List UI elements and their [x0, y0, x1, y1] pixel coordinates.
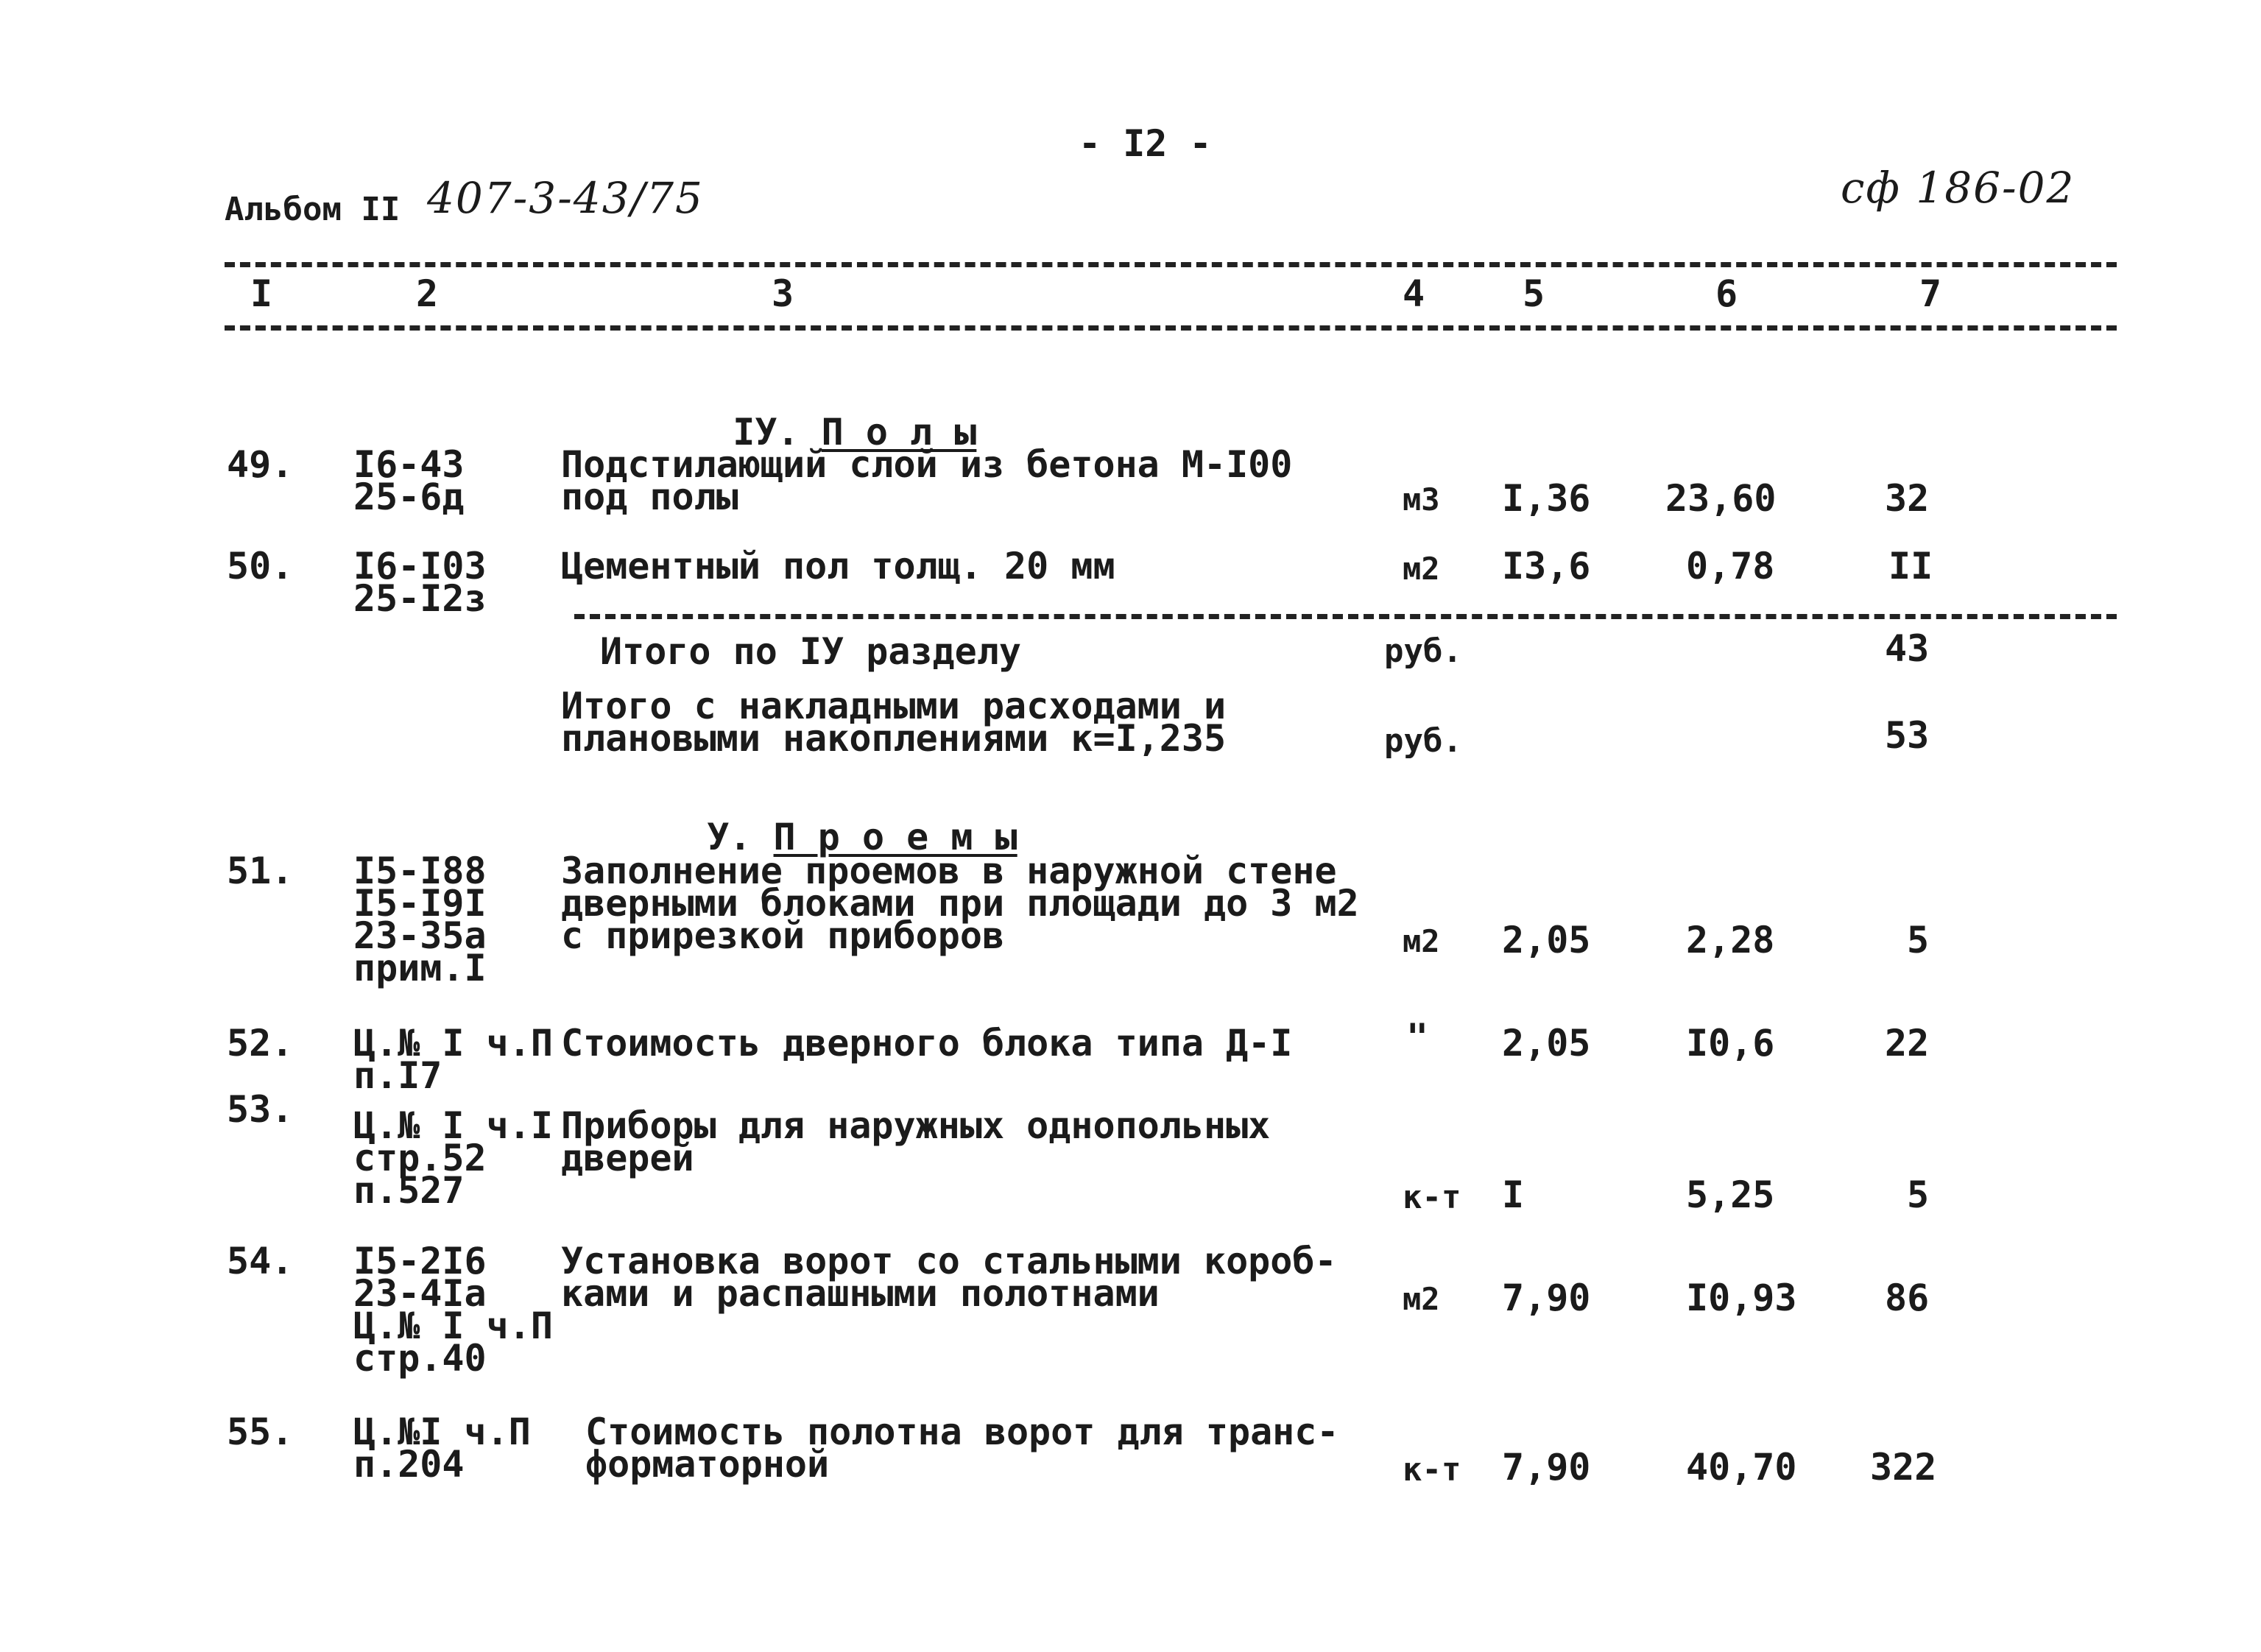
row-description: ками и распашными полотнами: [561, 1272, 1160, 1315]
total-label: плановыми накоплениями к=I,235: [561, 717, 1227, 760]
row-code: I6-43: [353, 443, 465, 486]
col-header-3: 3: [772, 272, 794, 315]
row-price: I0,93: [1686, 1277, 1797, 1319]
total-value: 43: [1885, 627, 1930, 670]
row-description: Стоимость полотна ворот для транс-: [585, 1411, 1339, 1453]
row-unit: м2: [1403, 551, 1440, 587]
row-code: I6-I03: [353, 545, 487, 587]
sheet-code: сф 186-02: [1841, 163, 2075, 213]
row-code: п.527: [353, 1169, 465, 1212]
row-code: стр.40: [353, 1337, 487, 1380]
row-quantity: I,36: [1502, 477, 1591, 520]
row-number: 55.: [227, 1411, 294, 1453]
total-unit: руб.: [1384, 722, 1462, 760]
row-code: 23-4Iа: [353, 1272, 487, 1315]
row-price: 23,60: [1665, 477, 1777, 520]
section-name: П р о е м ы: [773, 816, 1017, 858]
row-description: Стоимость дверного блока типа Д-I: [561, 1022, 1293, 1065]
row-quantity: 7,90: [1502, 1446, 1591, 1489]
row-code: 25-I2з: [353, 577, 487, 620]
row-description: Приборы для наружных однопольных: [561, 1104, 1271, 1147]
row-description: под полы: [561, 476, 738, 518]
col-header-6: 6: [1715, 272, 1738, 315]
subtotal-rule: [574, 614, 2117, 619]
row-code: Ц.№ I ч.П: [353, 1305, 553, 1347]
col-header-2: 2: [416, 272, 439, 315]
row-description: Установка ворот со стальными короб-: [561, 1240, 1337, 1282]
row-description: Заполнение проемов в наружной стене: [561, 850, 1337, 892]
row-code: Ц.№ I ч.П: [353, 1022, 553, 1065]
row-unit: к-т: [1403, 1179, 1461, 1216]
row-quantity: 7,90: [1502, 1277, 1591, 1319]
row-number: 54.: [227, 1240, 294, 1282]
row-quantity: 2,05: [1502, 919, 1591, 961]
row-price: 0,78: [1686, 545, 1775, 587]
total-label: Итого по IУ разделу: [600, 630, 1021, 673]
header-rule-top: [225, 262, 2117, 267]
row-price: 5,25: [1686, 1173, 1775, 1216]
row-price: 2,28: [1686, 919, 1775, 961]
row-number: 49.: [227, 443, 294, 486]
row-total: 22: [1885, 1022, 1930, 1065]
row-description: дверей: [561, 1137, 694, 1179]
row-number: 53.: [227, 1088, 294, 1131]
row-code: 25-6д: [353, 476, 465, 518]
row-total: II: [1888, 545, 1933, 587]
row-code: I5-I9I: [353, 882, 487, 925]
row-quantity: 2,05: [1502, 1022, 1591, 1065]
row-code: 23-35а: [353, 914, 487, 957]
row-price: 40,70: [1686, 1446, 1797, 1489]
row-code: прим.I: [353, 947, 487, 989]
row-code: п.204: [353, 1443, 465, 1486]
album-label: Альбом II: [225, 191, 401, 228]
row-total: 5: [1907, 919, 1930, 961]
row-total: 322: [1870, 1446, 1937, 1489]
col-header-5: 5: [1523, 272, 1545, 315]
row-description: дверными блоками при площади до 3 м2: [561, 882, 1359, 925]
header-rule-bottom: [225, 325, 2117, 331]
row-description: с прирезкой приборов: [561, 914, 1005, 957]
row-number: 52.: [227, 1022, 294, 1065]
row-unit: м2: [1403, 923, 1440, 959]
album-code: 407-3-43/75: [427, 173, 704, 223]
section-name: П о л ы: [821, 411, 977, 453]
row-quantity: I: [1502, 1173, 1525, 1216]
section-title-openings: [663, 786, 1017, 858]
row-number: 51.: [227, 850, 294, 892]
col-header-1: I: [250, 272, 273, 315]
row-unit: к-т: [1403, 1451, 1461, 1489]
row-code: Ц.№I ч.П: [353, 1411, 531, 1453]
row-code: I5-2I6: [353, 1240, 487, 1282]
row-total: 5: [1907, 1173, 1930, 1216]
col-header-7: 7: [1919, 272, 1942, 315]
row-unit: ": [1406, 1016, 1429, 1059]
row-unit: м2: [1403, 1281, 1440, 1317]
section-title-floors: [688, 381, 977, 453]
row-code: стр.52: [353, 1137, 487, 1179]
total-value: 53: [1885, 714, 1930, 757]
row-code: I5-I88: [353, 850, 487, 892]
row-total: 86: [1885, 1277, 1930, 1319]
row-quantity: I3,6: [1502, 545, 1591, 587]
row-total: 32: [1885, 477, 1930, 520]
row-description: форматорной: [585, 1443, 830, 1486]
total-label: Итого с накладными расходами и: [561, 685, 1227, 727]
row-price: I0,6: [1686, 1022, 1775, 1065]
total-unit: руб.: [1384, 632, 1462, 670]
row-code: п.I7: [353, 1054, 442, 1097]
row-description: Цементный пол толщ. 20 мм: [561, 545, 1115, 587]
row-code: Ц.№ I ч.I: [353, 1104, 553, 1147]
row-unit: м3: [1403, 481, 1440, 518]
col-header-4: 4: [1403, 272, 1425, 315]
section-number: IУ.: [733, 411, 800, 453]
row-number: 50.: [227, 545, 294, 587]
page-number: - I2 -: [1079, 122, 1212, 165]
row-description: Подстилающий слой из бетона М-I00: [561, 443, 1293, 486]
section-number: У.: [707, 816, 752, 858]
